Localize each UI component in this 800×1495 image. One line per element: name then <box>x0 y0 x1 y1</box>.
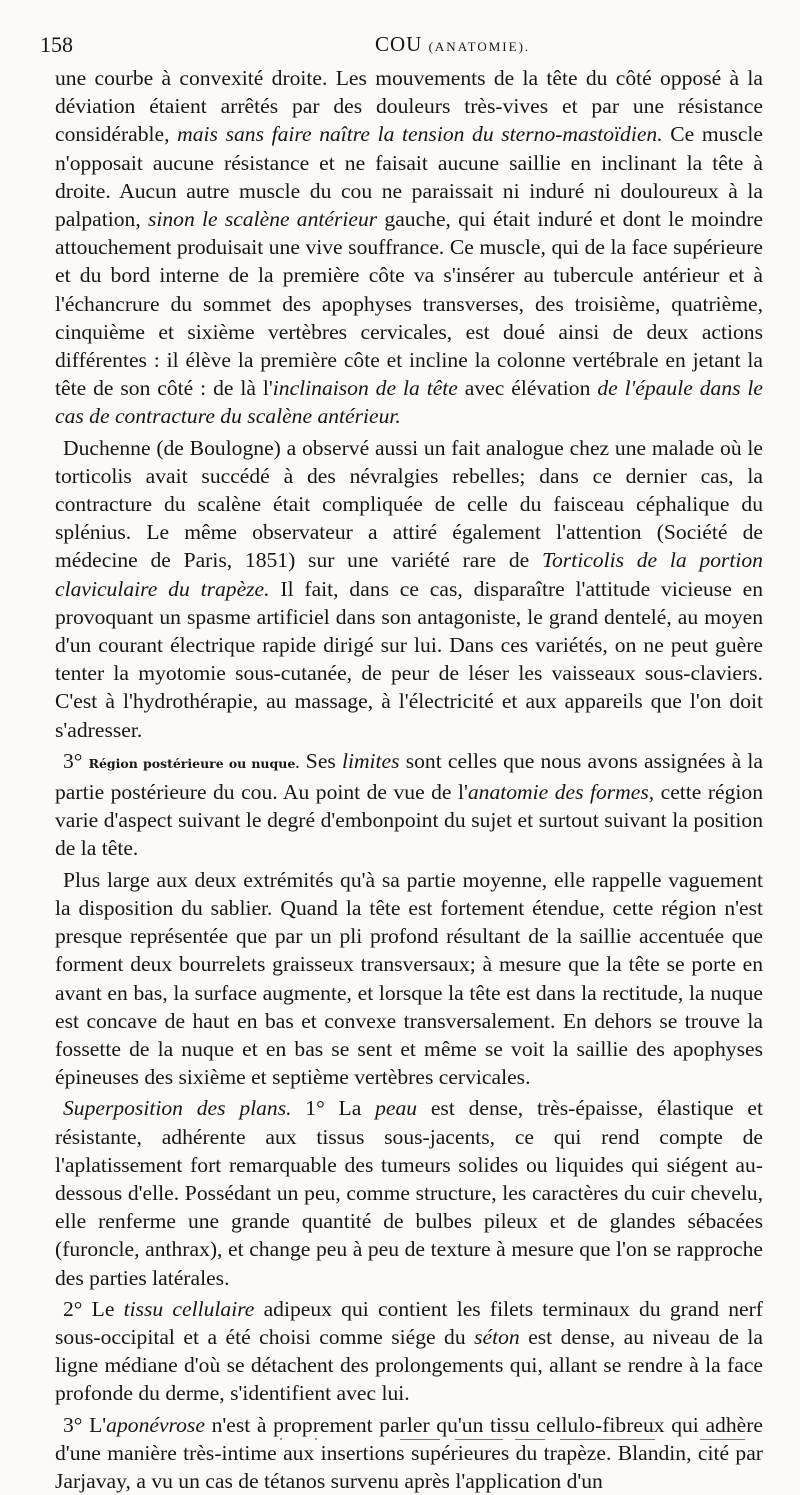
text-run: 2° Le <box>63 1296 124 1321</box>
text-run: Duchenne (de Boulogne) a observé aussi un fait analogue chez une malade où le torticolis avait succédé à des névralgies rebelles; dans ce dernier cas, la contracture du scalène était compliquée de celle du faisceau céphalique du splénius. Le même observateur a attiré également l'attention (Société de médecine de Paris, 1851) sur une variété rare de <box>55 435 763 573</box>
text-run: 3° L' <box>63 1412 107 1437</box>
running-head-title: COU <box>375 32 423 56</box>
page-header <box>40 32 765 62</box>
paragraph <box>55 747 763 863</box>
text-run: gauche, qui était induré et dont le moindre attouchement produisait une vive souffrance. Ce muscle, qui de la face supérieure et du bord interne de la première côte va s'insérer au tubercule antérieur et à l'échancrure du sommet des apophyses transverses, des troisième, quatrième, cinquième et sixième vertèbres cervicales, est doué ainsi de deux actions différentes : il élève la première côte et incline la colonne vertébrale en jetant la tête de son côté : de là l' <box>55 207 763 401</box>
italic-run: limites <box>341 748 400 773</box>
italic-run: peau <box>375 1096 418 1121</box>
print-marks <box>280 1434 750 1444</box>
text-run: Ce muscle n'opposait aucune résistance et ne faisait aucune saillie en inclinant la tête à droite. Aucun autre muscle du cou ne paraissait ni induré ni douloureux à la palpation, <box>55 122 764 232</box>
paragraph <box>55 1094 763 1291</box>
italic-run: tissu cellulaire <box>123 1296 255 1321</box>
italic-run: Superposition des plans. <box>63 1096 292 1121</box>
paragraph <box>55 434 763 744</box>
paragraph <box>55 866 763 1092</box>
text-run: Il fait, dans ce cas, disparaître l'attitude vicieuse en provoquant un spasme artificiel dans son antagoniste, le grand dentelé, au moyen d'un courant électrique rapide dirigé sur lui. Dans ces variétés, on ne peut guère tenter la myotomie sous-cutanée, de peur de léser les vaisseaux sous-claviers. C'est à l'hydrothérapie, au massage, à l'électricité et aux appareils que l'on doit s'adresser. <box>55 576 763 742</box>
page-number: 158 <box>40 32 73 57</box>
text-run: n'est à proprement parler qu'un tissu cellulo-fibreux qui adhère d'une manière très-intime aux insertions supérieures du trapèze. Blandin, cité par Jarjavay, a vu un cas de tétanos survenu après l'application d'un <box>55 1412 763 1493</box>
text-run: 3° <box>63 748 89 773</box>
text-run: sont celles que nous avons assignées à la partie postérieure du cou. Au point de vue de l' <box>55 748 763 805</box>
paragraph <box>55 1295 763 1408</box>
italic-run: aponévrose <box>106 1412 205 1437</box>
text-run: Plus large aux deux extrémités qu'à sa partie moyenne, elle rappelle vaguement la disposition du sablier. Quand la tête est fortement étendue, cette région n'est presque représentée que par un pli profond résultant de la saillie accentuée que forment deux bourrelets graisseux transversaux; à mesure que la tête se porte en avant en bas, la surface augmente, et lorsque la tête est dans la rectitude, la nuque est concave de haut en bas et convexe transversalement. En dehors se trouve la fossette de la nuque et en bas se sent et même se voit la saillie des apophyses épineuses des sixième et septième vertèbres cervicales. <box>55 867 763 1090</box>
italic-run: anatomie des formes, <box>467 780 655 805</box>
running-head <box>375 32 530 57</box>
italic-run: de l'épaule dans le cas de contracture du scalène antérieur. <box>55 376 764 429</box>
text-run: 1° La <box>291 1096 376 1121</box>
text-run: Ses <box>299 748 342 773</box>
text-run: avec élévation <box>457 376 598 401</box>
paragraph <box>55 64 763 431</box>
paragraph <box>55 1411 763 1495</box>
italic-run: séton <box>474 1324 520 1349</box>
running-head-subtitle: (ANATOMIE). <box>428 39 531 54</box>
italic-run: Torticolis de la portion claviculaire du trapèze. <box>55 548 763 601</box>
italic-run: sinon le scalène antérieur <box>147 207 378 232</box>
section-heading: Région postérieure ou nuque. <box>88 755 300 771</box>
text-run: cette région varie d'aspect suivant le degré d'embonpoint du sujet et surtout suivant la position de la tête. <box>55 780 763 861</box>
text-run: une courbe à convexité droite. Les mouvements de la tête du côté opposé à la déviation étaient arrêtés par des douleurs très-vives et par une résistance considérable, <box>55 66 763 147</box>
italic-run: inclinaison de la tête <box>272 376 458 401</box>
italic-run: mais sans faire naître la tension du sterno-mastoïdien. <box>177 122 663 147</box>
text-run: est dense, au niveau de la ligne médiane d'où se détachent des prolongements qui, allant se rendre à la face profonde du derme, s'identifient avec lui. <box>55 1324 763 1406</box>
page-body <box>55 64 763 1495</box>
text-run: est dense, très-épaisse, élastique et résistante, adhérente aux tissus sous-jacents, ce qui rend compte de l'aplatissement fort remarquable des tumeurs solides ou liquides qui siégent au-dessous d'elle. Possédant un peu, comme structure, les caractères du cuir chevelu, elle renferme une grande quantité de bulbes pileux et de glandes sébacées (furoncle, anthrax), et change peu à peu de texture à mesure que l'on se rapproche des parties latérales. <box>55 1096 763 1290</box>
text-run: adipeux qui contient les filets terminaux du grand nerf sous-occipital et a été choisi comme siége du <box>55 1296 763 1349</box>
